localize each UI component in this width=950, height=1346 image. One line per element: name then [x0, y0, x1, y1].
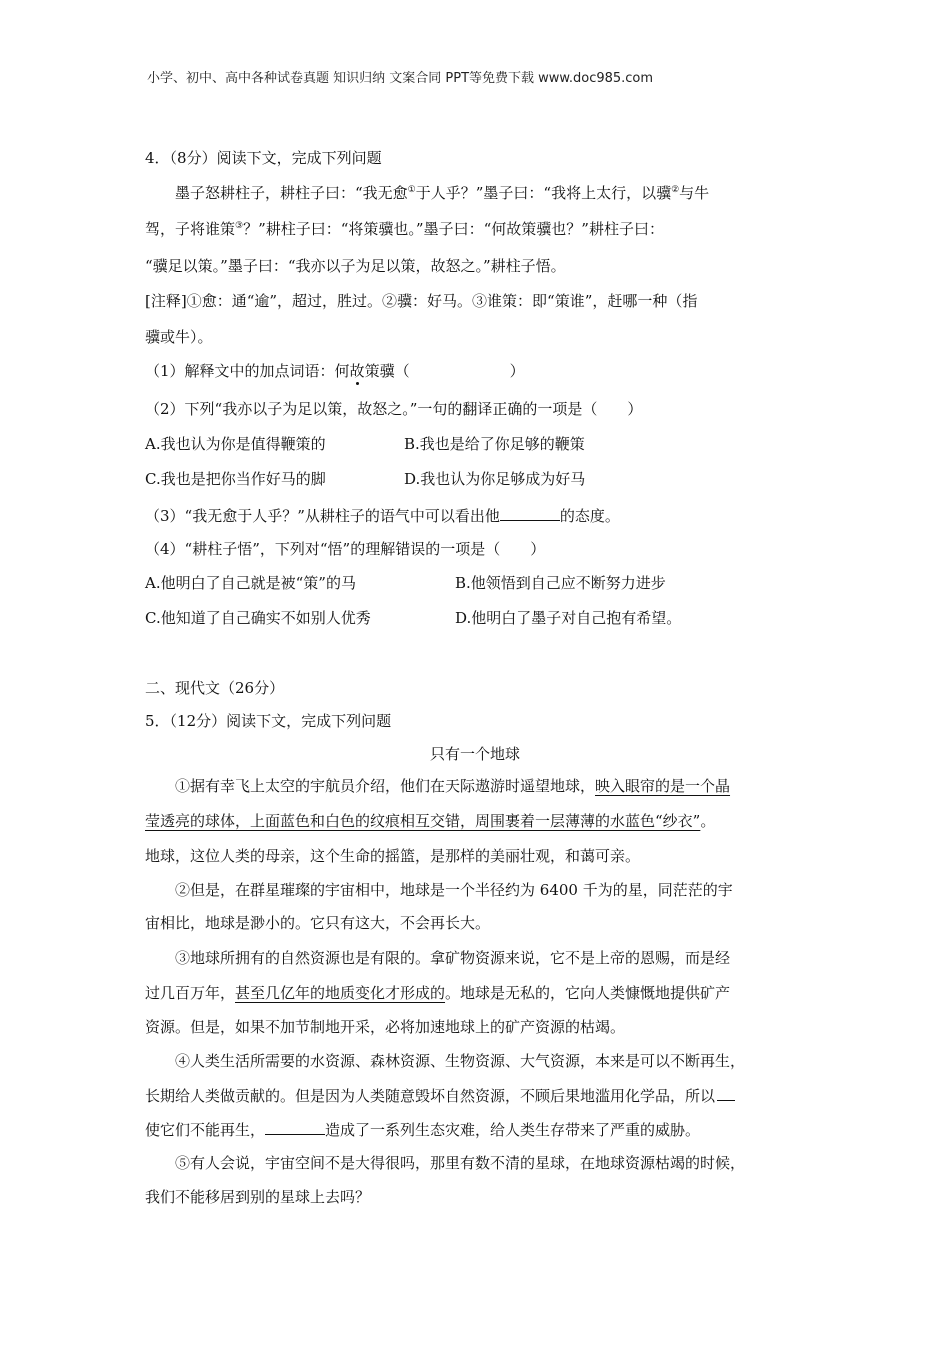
- q4-sub4-option-b[interactable]: B.他领悟到自己应不断努力进步: [455, 574, 666, 592]
- page-header: 小学、初中、高中各种试卷真题 知识归纳 文案合同 PPT等免费下载 www.doc985.com: [147, 71, 654, 86]
- essay-p3-line-3: 资源。但是，如果不加节制地开采，必将加速地球上的矿产资源的枯竭。: [145, 1018, 626, 1036]
- q4-title: 4．（8分）阅读下文，完成下列问题: [145, 149, 382, 167]
- section-2-title: 二、现代文（26分）: [145, 679, 285, 697]
- q4-passage-line-2: 驾，子将谁策③？”耕柱子曰：“将策骥也。”墨子曰：“何故策骥也？”耕柱子曰：: [145, 220, 664, 238]
- q4-sub4-option-c[interactable]: C.他知道了自己确实不如别人优秀: [145, 609, 371, 627]
- q4-sub4: （4）“耕柱子悟”，下列对“悟”的理解错误的一项是（ ）: [145, 540, 546, 558]
- underlined-phrase: 甚至几亿年的地质变化才形成的: [235, 984, 446, 1002]
- essay-p3-line-1: ③地球所拥有的自然资源也是有限的。拿矿物资源来说，它不是上帝的恩赐，而是经: [175, 949, 731, 967]
- answer-blank[interactable]: [265, 1118, 325, 1135]
- q4-passage-line-1: 墨子怒耕柱子，耕柱子曰：“我无愈①于人乎？”墨子曰：“我将上太行，以骥②与牛: [175, 184, 710, 202]
- q4-sub2-option-a[interactable]: A.我也认为你是值得鞭策的: [145, 435, 326, 453]
- q4-sub4-option-a[interactable]: A.他明白了自己就是被“策”的马: [145, 574, 356, 592]
- essay-p1-line-1: ①据有幸飞上太空的宇航员介绍，他们在天际遨游时遥望地球，映入眼帘的是一个晶: [175, 777, 731, 795]
- essay-p3-line-2: 过几百万年，甚至几亿年的地质变化才形成的。地球是无私的，它向人类慷慨地提供矿产: [145, 984, 731, 1002]
- underlined-sentence: 映入眼帘的是一个晶: [595, 777, 731, 795]
- q4-sub2: （2）下列“我亦以子为足以策，故怒之。”一句的翻译正确的一项是（ ）: [145, 400, 643, 418]
- essay-p2-line-2: 宙相比，地球是渺小的。它只有这大，不会再长大。: [145, 914, 491, 932]
- q4-sub3: （3）“我无愈于人乎？”从耕柱子的语气中可以看出他 的态度。: [145, 504, 620, 527]
- essay-p1-line-3: 地球，这位人类的母亲，这个生命的摇篮，是那样的美丽壮观，和蔼可亲。: [145, 847, 641, 865]
- underlined-sentence: 莹透亮的球体，上面蓝色和白色的纹痕相互交错，周围裹着一层薄薄的水蓝色“纱衣”: [145, 812, 701, 830]
- essay-p2-line-1: ②但是，在群星璀璨的宇宙相中，地球是一个半径约为 6400 千为的星，同茫茫的宇: [175, 881, 733, 899]
- essay-p5-line-2: 我们不能移居到别的星球上去吗？: [145, 1188, 371, 1206]
- q4-notes-line-1: [注释]①愈：通“逾”，超过，胜过。②骥：好马。③谁策：即“策谁”，赶哪一种（指: [145, 292, 698, 310]
- q4-sub4-option-d[interactable]: D.他明白了墨子对自己抱有希望。: [455, 609, 682, 627]
- answer-blank[interactable]: [410, 360, 510, 376]
- essay-title: 只有一个地球: [429, 745, 520, 763]
- q4-sub2-option-b[interactable]: B.我也是给了你足够的鞭策: [404, 435, 585, 453]
- essay-p5-line-1: ⑤有人会说，宇宙空间不是大得很吗，那里有数不清的星球，在地球资源枯竭的时候，: [175, 1154, 746, 1172]
- q4-notes-line-2: 骥或牛）。: [145, 328, 213, 346]
- q4-sub2-option-d[interactable]: D.我也认为你足够成为好马: [404, 470, 586, 488]
- answer-blank[interactable]: [500, 504, 560, 521]
- essay-p4-line-3: 使它们不能再生， 造成了一系列生态灾难，给人类生存带来了严重的威胁。: [145, 1118, 700, 1141]
- q5-title: 5．（12分）阅读下文，完成下列问题: [145, 712, 392, 730]
- q4-sub1: （1）解释文中的加点词语：何故策骥（ ）: [145, 362, 525, 380]
- essay-p1-line-2: 莹透亮的球体，上面蓝色和白色的纹痕相互交错，周围裹着一层薄薄的水蓝色“纱衣”。: [145, 812, 716, 830]
- answer-blank[interactable]: [717, 1084, 735, 1101]
- emphasis-dot-word: 故: [349, 362, 365, 380]
- q4-passage-line-3: “骥足以策。”墨子曰：“我亦以子为足以策，故怒之。”耕柱子悟。: [145, 257, 566, 275]
- essay-p4-line-2: 长期给人类做贡献的。但是因为人类随意毁坏自然资源，不顾后果地滥用化学品，所以: [145, 1084, 735, 1107]
- essay-p4-line-1: ④人类生活所需要的水资源、森林资源、生物资源、大气资源，本来是可以不断再生，: [175, 1052, 746, 1070]
- q4-sub2-option-c[interactable]: C.我也是把你当作好马的脚: [145, 470, 326, 488]
